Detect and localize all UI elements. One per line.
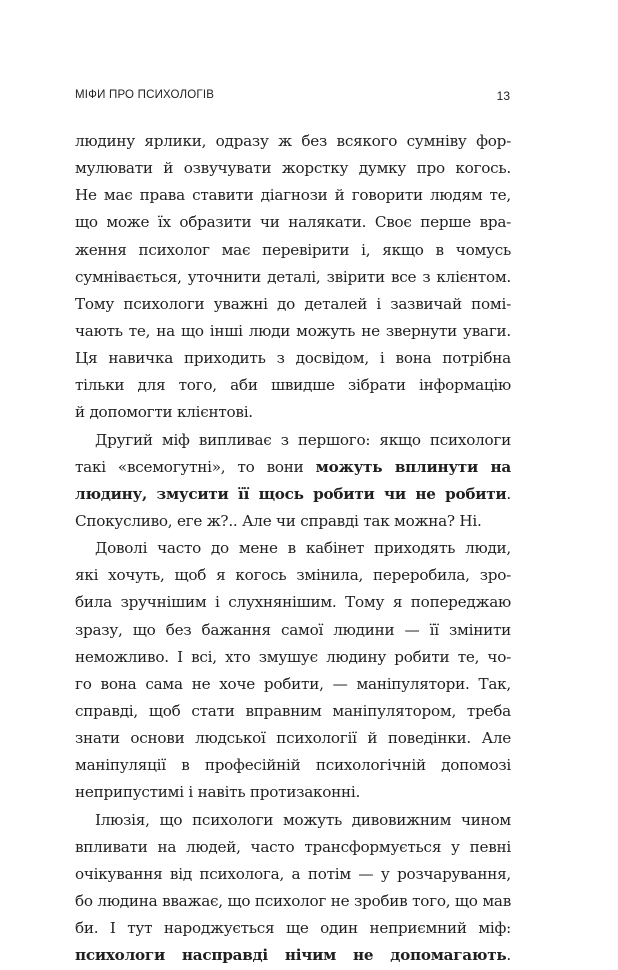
text-line: Доволі часто до мене в кабінет приходять люди, xyxy=(95,539,511,558)
text-line: неможливо. І всі, хто змушує людину робити те, чо- xyxy=(75,647,511,666)
text-line: ження психолог має перевірити і, якщо в чомусь xyxy=(75,240,511,259)
text-line: бо людина вважає, що психолог не зробив того, що мав xyxy=(75,891,511,910)
text-line: Тому психологи уважні до деталей і зазвичай помі- xyxy=(75,294,511,313)
body-text xyxy=(75,128,511,969)
emphasis-text: можуть вплинути на xyxy=(315,457,511,476)
text-line: Ілюзія, що психологи можуть дивовижним чином xyxy=(95,810,511,829)
text-line: Спокусливо, еге ж?.. Але чи справді так можна? Ні. xyxy=(75,511,482,530)
text-line: зразу, що без бажання самої людини — її змінити xyxy=(75,620,511,639)
text-line: го вона сама не хоче робити, — маніпулятори. Так, xyxy=(75,674,511,693)
text-line: тільки для того, аби швидше зібрати інформацію xyxy=(75,376,511,395)
text-line: впливати на людей, часто трансформується у певні xyxy=(75,837,511,856)
text-line xyxy=(75,454,511,481)
emphasis-text: психологи насправді нічим не допомагають xyxy=(75,946,507,965)
text-line: знати основи людської психології й поведінки. Але xyxy=(75,729,511,748)
text-line xyxy=(75,481,511,508)
text-line: очікування від психолога, а потім — у розчарування, xyxy=(75,864,511,883)
running-head: МІФИ ПРО ПСИХОЛОГІВ xyxy=(75,89,215,101)
text-line: й допомогти клієнтові. xyxy=(75,403,253,422)
emphasis-text: людину, змусити її щось робити чи не робити xyxy=(75,484,507,503)
text-line: маніпуляції в професійній психологічній допомозі xyxy=(75,756,511,775)
text-line: Ця навичка приходить з досвідом, і вона потрібна xyxy=(75,349,511,368)
text-line xyxy=(75,942,511,969)
text-run: такі «всемогутні», то вони xyxy=(75,457,316,476)
text-run: . xyxy=(506,946,511,965)
text-line: що може їх образити чи налякати. Своє перше вра- xyxy=(75,213,511,232)
text-line: Не має права ставити діагнози й говорити людям те, xyxy=(75,186,511,205)
page-number: 13 xyxy=(496,89,510,103)
text-run: . xyxy=(506,484,511,503)
text-line: била зручнішим і слухнянішим. Тому я попереджаю xyxy=(75,593,511,612)
text-line: сумнівається, уточнити деталі, звірити все з клієнтом. xyxy=(75,267,511,286)
text-line: Другий міф випливає з першого: якщо психологи xyxy=(95,430,511,449)
text-line: людину ярлики, одразу ж без всякого сумніву фор- xyxy=(75,132,511,150)
text-line: неприпустимі і навіть протизаконні. xyxy=(75,783,361,802)
text-line: справді, щоб стати вправним маніпулятором, треба xyxy=(75,701,511,720)
text-line: чають те, на що інші люди можуть не звернути уваги. xyxy=(75,321,511,340)
text-line: які хочуть, щоб я когось змінила, переробила, зро- xyxy=(75,566,511,585)
text-line: би. І тут народжується ще один неприємний міф: xyxy=(75,919,511,938)
text-line: мулювати й озвучувати жорстку думку про когось. xyxy=(75,159,511,178)
